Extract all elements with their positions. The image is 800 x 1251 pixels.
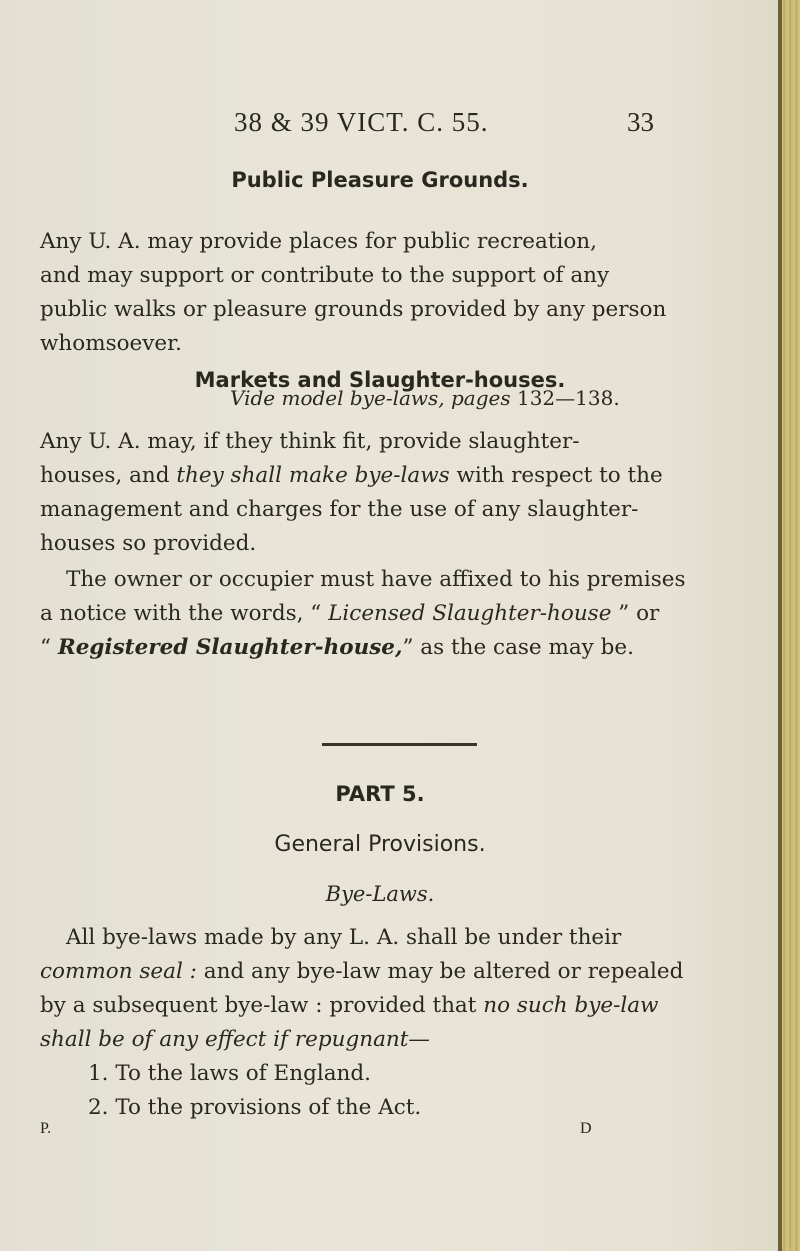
text-run: a notice with the words, “: [40, 601, 322, 626]
list-item: 1. To the laws of England.: [88, 1061, 371, 1086]
part-title: PART 5.: [335, 782, 425, 806]
paragraph-line: [40, 992, 658, 1020]
list-item: 2. To the provisions of the Act.: [88, 1095, 422, 1120]
text-run: ” as the case may be.: [402, 635, 634, 660]
vide-reference: [230, 384, 620, 412]
part-subheading: Bye-Laws.: [325, 882, 435, 906]
section-divider: [322, 743, 477, 746]
paragraph-line: whomsoever.: [40, 331, 182, 356]
text-run: houses, and: [40, 463, 177, 488]
running-title: 38 & 39 VICT. C. 55.: [234, 107, 489, 137]
text-run: “: [40, 635, 58, 660]
italic-run: Licensed Slaughter-house: [321, 601, 619, 626]
page-number: 33: [627, 107, 654, 137]
paragraph-line: [40, 462, 663, 490]
italic-run: no such bye-law: [483, 993, 659, 1018]
signature-mark-right: D: [580, 1120, 592, 1137]
part-heading: General Provisions.: [274, 832, 486, 857]
italic-run: common seal :: [40, 959, 197, 984]
page-edge-shadow: [778, 0, 782, 1251]
vide-reference-pages: 132—138.: [510, 386, 620, 410]
text-run: by a subsequent bye-law : provided that: [40, 993, 484, 1018]
text-run: ” or: [618, 601, 660, 626]
paragraph-line: Any U. A. may provide places for public recreation,: [40, 229, 597, 254]
paragraph-line: [40, 1026, 430, 1054]
section-heading-markets: Markets and Slaughter-houses.: [194, 368, 566, 392]
italic-run: Registered Slaughter-house,: [57, 635, 403, 660]
text-run: and any bye-law may be altered or repealed: [196, 959, 684, 984]
paragraph-line: [40, 958, 683, 986]
italic-run: shall be of any effect if repugnant—: [40, 1027, 430, 1052]
paragraph-line: All bye-laws made by any L. A. shall be under their: [66, 925, 622, 950]
page-edge: [780, 0, 800, 1251]
paragraph-line: public walks or pleasure grounds provided by any person: [40, 297, 667, 322]
paragraph-line: [40, 600, 659, 628]
italic-run: they shall make bye-laws: [176, 463, 450, 488]
page-header: [0, 103, 800, 143]
paragraph-line: Any U. A. may, if they think fit, provide slaughter-: [40, 429, 580, 454]
vide-reference-italic: Vide model bye-laws, pages: [230, 386, 511, 410]
paragraph-line: and may support or contribute to the support of any: [40, 263, 610, 288]
paragraph-line: management and charges for the use of any slaughter-: [40, 497, 639, 522]
text-run: with respect to the: [449, 463, 663, 488]
signature-mark-left: P.: [40, 1120, 52, 1137]
paragraph-line: houses so provided.: [40, 531, 257, 556]
paragraph-line: [40, 634, 634, 662]
paragraph-line: The owner or occupier must have affixed to his premises: [66, 567, 686, 592]
section-heading-public-pleasure-grounds: Public Pleasure Grounds.: [231, 168, 529, 192]
